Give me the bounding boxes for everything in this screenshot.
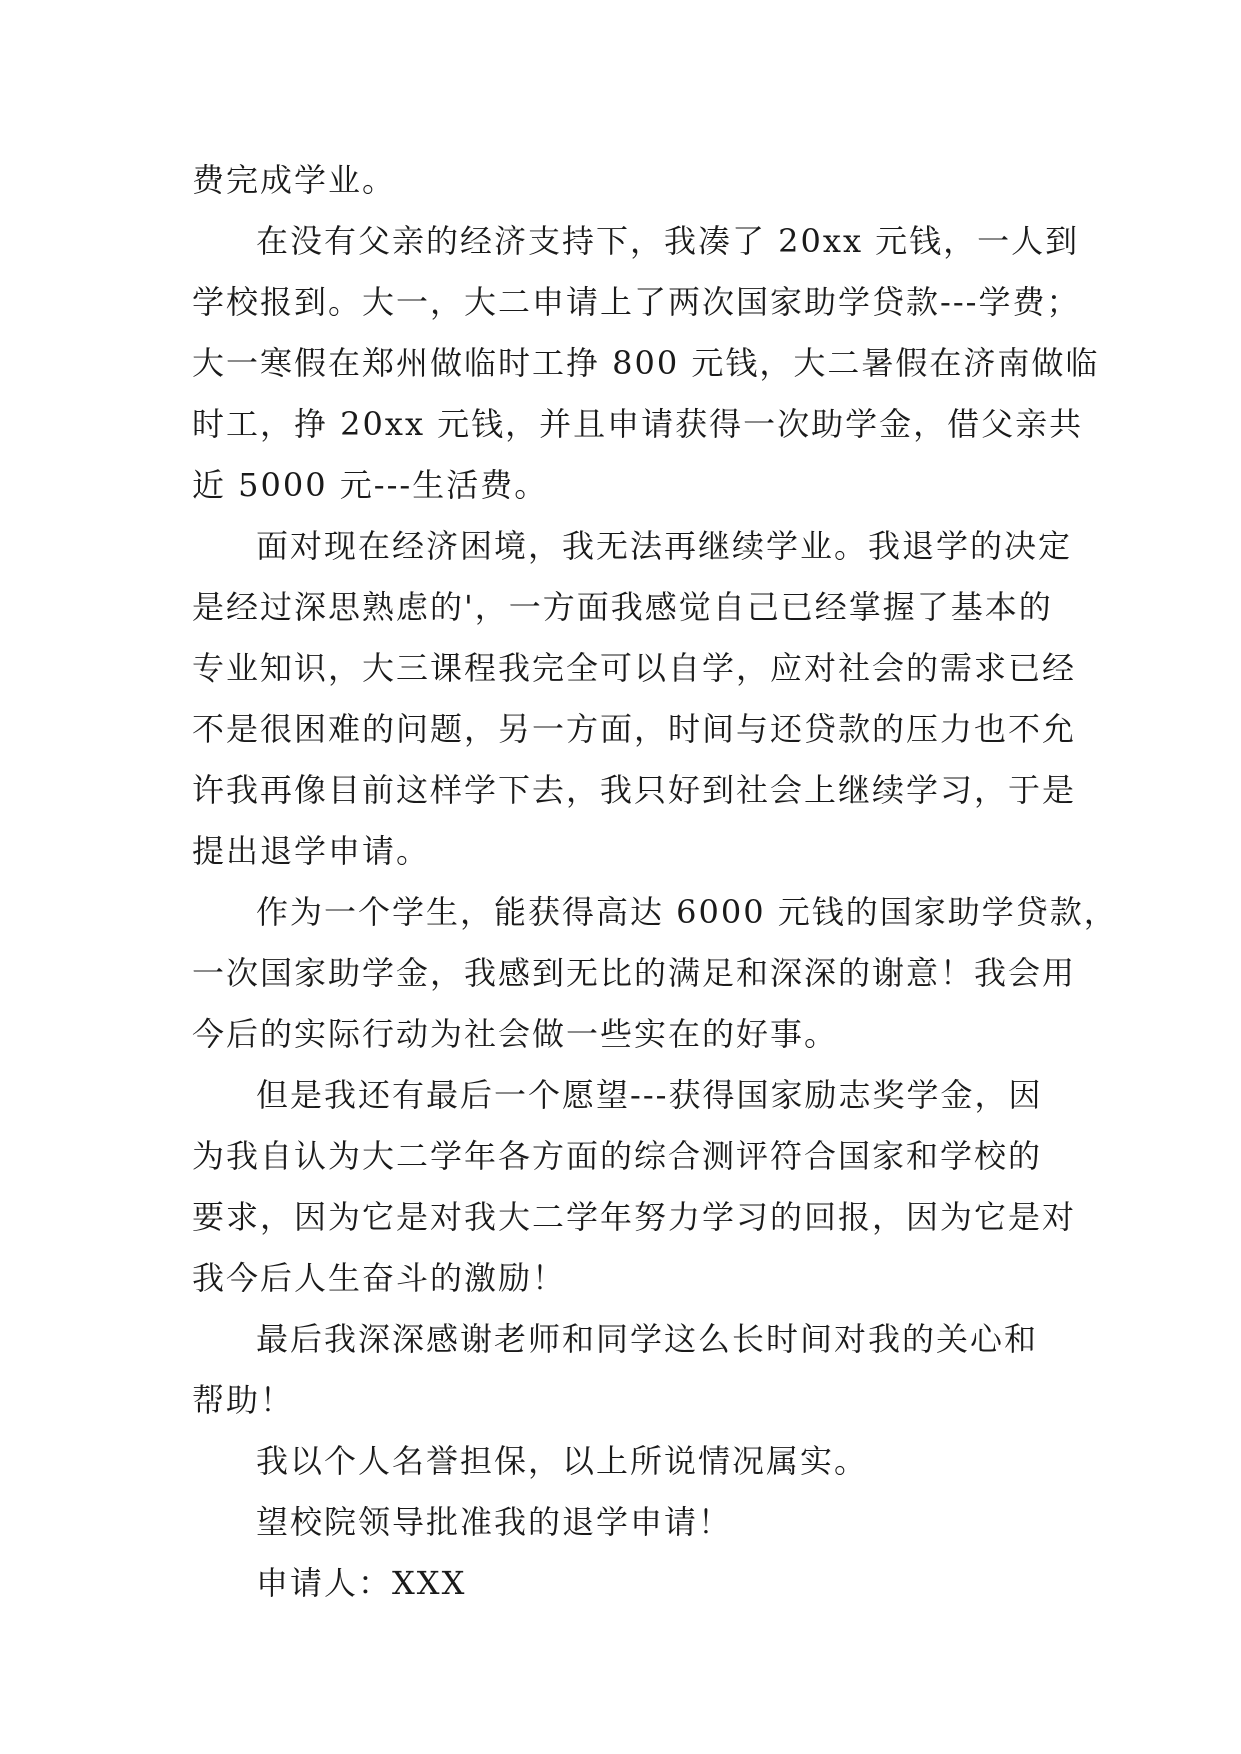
document-line: 时工，挣 20xx 元钱，并且申请获得一次助学金，借父亲共	[192, 405, 1084, 443]
document-line: 许我再像目前这样学下去，我只好到社会上继续学习，于是	[192, 771, 1077, 809]
document-line: 学校报到。大一，大二申请上了两次国家助学贷款---学费；	[192, 283, 1081, 321]
document-line: 是经过深思熟虑的'，一方面我感觉自己已经掌握了基本的	[192, 588, 1053, 626]
document-line: 面对现在经济困境，我无法再继续学业。我退学的决定	[256, 527, 1073, 565]
document-line: 但是我还有最后一个愿望---获得国家励志奖学金，因	[256, 1076, 1043, 1114]
document-line: 一次国家助学金，我感到无比的满足和深深的谢意！我会用	[192, 954, 1077, 992]
document-line: 作为一个学生，能获得高达 6000 元钱的国家助学贷款，	[256, 893, 1118, 931]
document-line: 专业知识，大三课程我完全可以自学，应对社会的需求已经	[192, 649, 1077, 687]
document-line: 帮助！	[192, 1381, 295, 1419]
document-line: 大一寒假在郑州做临时工挣 800 元钱，大二暑假在济南做临	[192, 344, 1100, 382]
document-line: 近 5000 元---生活费。	[192, 466, 549, 504]
document-line: 在没有父亲的经济支持下，我凑了 20xx 元钱，一人到	[256, 222, 1080, 260]
document-line: 望校院领导批准我的退学申请！	[256, 1503, 733, 1541]
document-line: 今后的实际行动为社会做一些实在的好事。	[192, 1015, 839, 1053]
document-line: 申请人：XXX	[256, 1564, 467, 1602]
document-line: 不是很困难的问题，另一方面，时间与还贷款的压力也不允	[192, 710, 1077, 748]
document-line: 费完成学业。	[192, 161, 397, 199]
document-line: 我今后人生奋斗的激励！	[192, 1259, 567, 1297]
document-line: 提出退学申请。	[192, 832, 431, 870]
document-line: 最后我深深感谢老师和同学这么长时间对我的关心和	[256, 1320, 1039, 1358]
document-line: 我以个人名誉担保，以上所说情况属实。	[256, 1442, 869, 1480]
document-line: 要求，因为它是对我大二学年努力学习的回报，因为它是对	[192, 1198, 1077, 1236]
document-line: 为我自认为大二学年各方面的综合测评符合国家和学校的	[192, 1137, 1043, 1175]
document-body	[192, 150, 1118, 1614]
